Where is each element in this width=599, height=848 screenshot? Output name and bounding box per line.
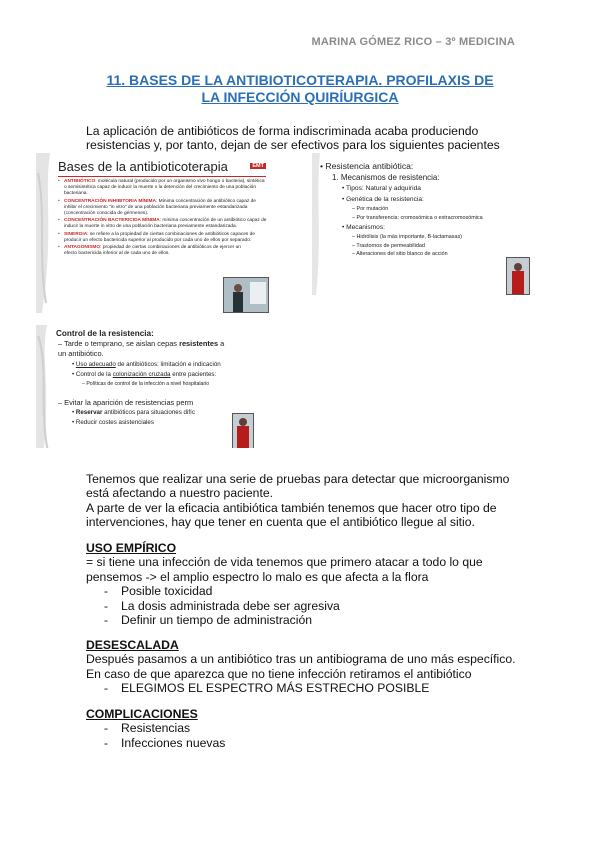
definition-item: • CONCENTRACIÓN BACTERICIDA MÍNIMA: mínima concentración de un antibiótico capaz de inducir la muerte in vitro de una población bacteriana previamente estandarizada. [60, 218, 268, 230]
slide-swoosh-decoration [36, 325, 58, 448]
list-item: - ELEGIMOS EL ESPECTRO MÁS ESTRECHO POSIBLE [86, 681, 518, 695]
presenter-photo [232, 413, 254, 448]
page-title [86, 72, 514, 106]
slide-line: • Mecanismos: [342, 224, 385, 231]
slide-line: • Genética de la resistencia: [342, 196, 424, 203]
slide-line: – Por transferencia: cromosómica o extracromosómica [352, 214, 483, 221]
text-line: resistencias y, por tanto, dejan de ser efectivos para los siguientes pacientes [86, 138, 500, 153]
section-uso-empirico [86, 541, 518, 627]
list-item: - Resistencias [86, 721, 518, 735]
slide-line: – Alteraciones del sitio blanco de acción [352, 251, 448, 257]
section-heading: DESESCALADA [86, 638, 179, 652]
intro-paragraph [86, 124, 514, 153]
slide-heading: Control de la resistencia: [56, 329, 154, 338]
slide-line: – Hidrólisis (la más importante, B-lactamasas) [352, 234, 462, 240]
slide-line: – Evitar la aparición de resistencias perm [58, 398, 194, 408]
text-line: Tenemos que realizar una serie de pruebas para detectar que microorganismo [86, 472, 510, 486]
list-item: - Infecciones nuevas [86, 736, 518, 750]
definition-item: • SINERGIA: se refiere a la propiedad de ciertas combinaciones de antibióticos capaces de producir un efecto bactericida superior al producido por cada uno de ellos por separado. [60, 232, 268, 244]
presenter-image [507, 258, 529, 294]
slide-line: un antibiótico. [58, 349, 104, 359]
slide-line: • Tipos: Natural y adquirida [342, 185, 421, 192]
slide-bases-antibioticoterapia [36, 153, 270, 313]
text-line: pensemos -> el amplio espectro lo malo es que afecta a la flora [86, 569, 429, 584]
slide-line: – Tarde o temprano, se aislan cepas resistentes a [58, 339, 225, 349]
section-desescalada [86, 638, 518, 696]
text-line: intervenciones, hay que tener en cuenta que el antibiótico llegue al sitio. [86, 515, 475, 530]
presenter-image [224, 278, 268, 312]
list-item: - La dosis administrada debe ser agresiva [86, 599, 518, 613]
body-paragraph [86, 472, 518, 530]
text-line: La aplicación de antibióticos de forma indiscriminada acaba produciendo [86, 124, 479, 138]
definition-item: • ANTAGONISMO: propiedad de ciertas combinaciones de antibióticos de ejercer un efecto bactericida inferior al de cada uno de ellos. [60, 245, 244, 257]
slide-content [56, 329, 224, 429]
slide-title: Bases de la antibioticoterapia [58, 159, 228, 174]
section-heading: USO EMPÍRICO [86, 541, 177, 555]
slide-line: – Trastornos de permeabilidad [352, 242, 425, 249]
slide-control-resistencia [36, 325, 254, 448]
slide-line: 1. Mecanismos de resistencia: [332, 173, 440, 182]
slide-content [320, 161, 483, 259]
slide-title-underline [58, 176, 266, 177]
slide-line: • Reducir costes asistenciales [72, 419, 154, 427]
definition-item: • CONCENTRACIÓN INHIBITORIA MÍNIMA: Mínima concentración de antibiótico capaz de inhibir el crecimiento "in vitro" de una población bacteriana previamente estandarizada (concentración conocida de gérmenes). [60, 199, 268, 217]
definition-list [54, 179, 268, 259]
text-line: Después pasamos a un antibiótico tras un antibiograma de uno más específico. [86, 652, 516, 667]
section-heading: COMPLICACIONES [86, 707, 198, 721]
section-complicaciones [86, 707, 518, 750]
slide-line: – Por mutación [352, 206, 389, 212]
title-line: 11. BASES DE LA ANTIBIOTICOTERAPIA. PROFILAXIS DE [106, 72, 494, 88]
text-line: está afectando a nuestro paciente. [86, 486, 274, 501]
presenter-photo [506, 257, 530, 295]
presenter-image [233, 414, 253, 448]
slide-line: – Políticas de control de la infección a nivel hospitalario [82, 381, 210, 388]
list-item: - Posible toxicidad [86, 584, 518, 598]
slide-line: • Control de la colonización cruzada entre pacientes: [72, 370, 217, 378]
text-line: En caso de que aparezca que no tiene infección retiramos el antibiótico [86, 666, 472, 681]
slide-resistencia-antibiotica [312, 153, 536, 295]
list-item: - Definir un tiempo de administración [86, 613, 518, 627]
title-line: LA INFECCIÓN QUIRÍURGICA [201, 89, 399, 105]
definition-item: • ANTIBIÓTICO: molécula natural (producido por un organismo vivo hongo o bacteria), sintética o semisintética capaz de inducir la muerte o la detención del crecimiento de una población bacteriana. [60, 179, 268, 197]
slide-line: • Uso adecuado de antibióticos: limitación e indicación [72, 360, 221, 368]
slide-line: • Reservar antibióticos para situaciones difíc [72, 409, 195, 417]
slide-tag: EMT [252, 163, 264, 169]
text-line: = si tiene una infección de vida tenemos que primero atacar a todo lo que [86, 555, 483, 570]
text-line: A parte de ver la eficacia antibiótica también tenemos que hacer otro tipo de [86, 500, 497, 515]
slide-line: • Resistencia antibiótica: [320, 161, 414, 171]
page-header: MARINA GÓMEZ RICO – 3º MEDICINA [311, 36, 515, 48]
presenter-photo [223, 277, 269, 313]
